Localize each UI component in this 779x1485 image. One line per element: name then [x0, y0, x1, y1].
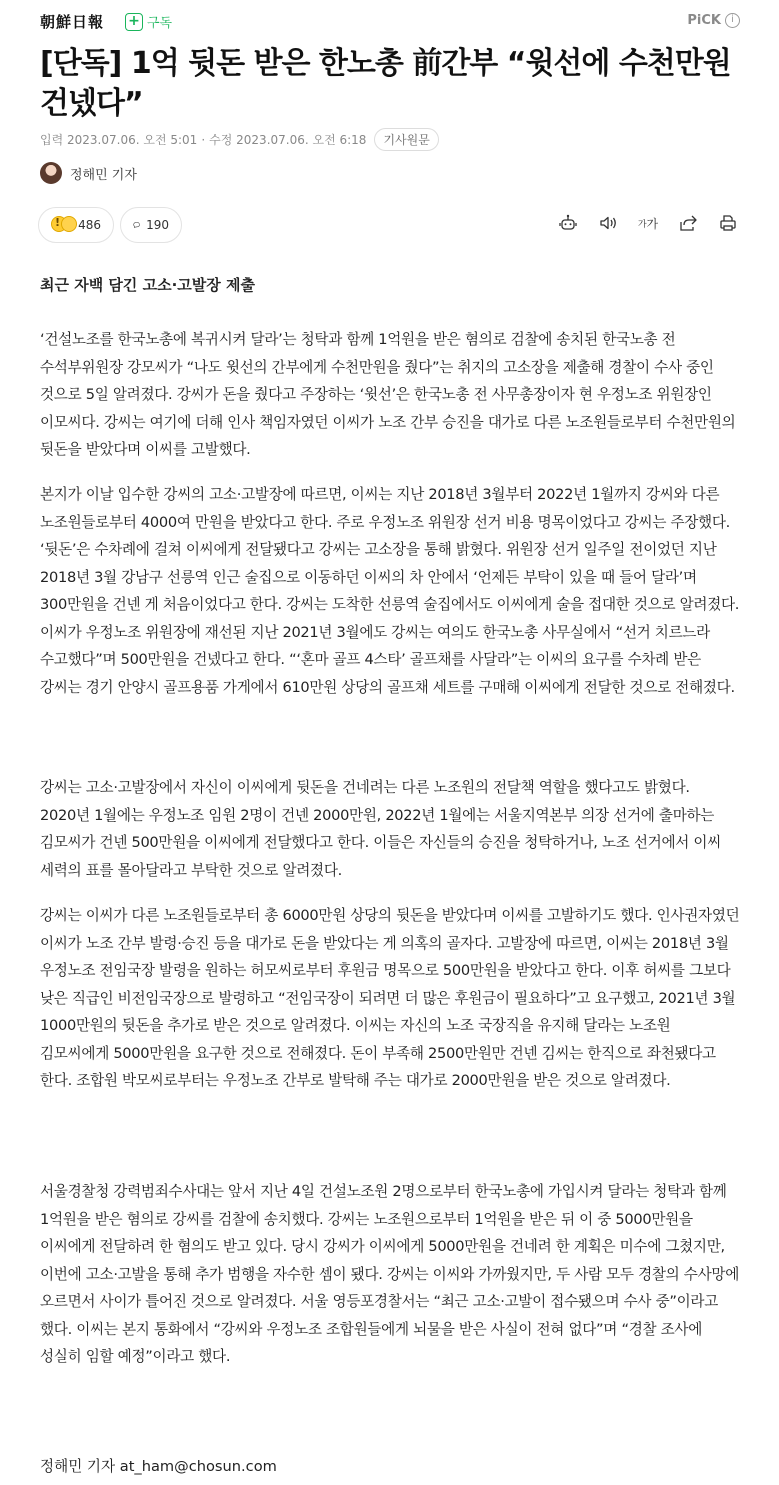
article-paragraph: 서울경찰청 강력범죄수사대는 앞서 지난 4일 건설노조원 2명으로부터 한국노총에 가입시켜 달라는 청탁과 함께 1억원을 받은 혐의로 강씨를 검찰에 송치했다. 강씨는 노조원으로부터 1억원을 받은 뒤 이 중 5000만원을 이씨에게 전달하려 한 혐의도 받고 있다. 당시 강씨가 이씨에게 5000만원을 건네려 한 계획은 미수에 그쳤지만, 이번에 고소·고발을 통해 추가 범행을 자수한 셈이 됐다. 강씨는 이씨와 가까웠지만, 두 사람 모두 경찰의 수사망에 오르면서 사이가 틀어진 것으로 알려졌다. 서울 영등포경찰서는 “최근 고소·고발이 접수됐으며 수사 중”이라고 했다. 이씨는 본지 통화에서 “강씨와 우정노조 조합원들에게 뇌물을 받은 사실이 전혀 없다”며 “경찰 조사에 성실히 임할 예정”이라고 했다. — [40, 1183, 739, 1365]
summary-button[interactable] — [557, 212, 579, 234]
author-info[interactable] — [40, 162, 137, 184]
print-button[interactable] — [717, 212, 739, 234]
modified-label: 수정 — [209, 133, 233, 147]
press-logo[interactable]: 朝鮮日報 — [40, 13, 105, 31]
speaker-icon — [598, 213, 618, 233]
subscribe-button[interactable] — [125, 12, 172, 31]
comment-count: 190 — [146, 218, 169, 232]
print-icon — [718, 213, 738, 233]
press-header — [40, 10, 740, 36]
font-size-label: 가 — [646, 216, 659, 231]
article-paragraph: 강씨는 고소·고발장에서 자신이 이씨에게 뒷돈을 건네려는 다른 노조원의 전달책 역할을 했다고도 밝혔다. 2020년 1월에는 우정노조 임원 2명이 건넨 2000만원, 2022년 1월에는 서울지역본부 의장 선거에 출마하는 김모씨가 건넨 500만원을 이씨에게 전달했다고 한다. 이들은 자신들의 승진을 청탁하거나, 노조 선거에서 이씨 세력의 표를 몰아달라고 부탁한 것으로 알려졌다. — [40, 779, 721, 879]
article-byline: 정해민 기자 at_ham@chosun.com — [40, 1458, 277, 1475]
article-paragraph: 본지가 이날 입수한 강씨의 고소·고발장에 따르면, 이씨는 지난 2018년 3월부터 2022년 1월까지 강씨와 다른 노조원들로부터 4000여 만원을 받았다고 한다. 주로 우정노조 위원장 선거 비용 명목이었다고 강씨는 주장했다. ‘뒷돈’은 수차례에 걸쳐 이씨에게 전달됐다고 강씨는 고소장을 통해 밝혔다. 위원장 선거 일주일 전이었던 지난 2018년 3월 강남구 선릉역 인근 술집으로 이동하던 이씨의 차 안에서 ‘언제든 부탁이 있을 때 들어 달라’며 300만원을 건넨 게 처음이었다고 한다. 강씨는 도착한 선릉역 술집에서도 이씨에게 술을 접대한 것으로 알려졌다. 이씨가 우정노조 위원장에 재선된 지난 2021년 3월에도 강씨는 여의도 한국노총 사무실에서 “선거 치르느라 수고했다”며 500만원을 건넸다고 한다. “‘혼마 골프 4스타’ 골프채를 사달라”는 이씨의 요구를 수차례 받은 강씨는 경기 안양시 골프용품 가게에서 610만원 상당의 골프채 세트를 구매해 이씨에게 전달한 것으로 전해졌다. — [40, 486, 740, 696]
audio-button[interactable] — [597, 212, 619, 234]
plus-icon: + — [125, 13, 143, 31]
author-name: 정해민 기자 — [70, 167, 137, 183]
reaction-button[interactable] — [38, 207, 114, 243]
share-button[interactable] — [677, 212, 699, 234]
input-time: 2023.07.06. 오전 5:01 — [67, 133, 198, 147]
share-icon — [678, 213, 698, 233]
info-icon[interactable]: i — [725, 13, 740, 28]
article-tools — [539, 212, 739, 234]
subscribe-label: 구독 — [147, 16, 173, 31]
font-size-small-glyph: 가 — [637, 219, 647, 230]
comment-icon — [133, 217, 140, 233]
comment-button[interactable] — [120, 207, 182, 243]
article-headline: [단독] 1억 뒷돈 받은 한노총 前간부 “윗선에 수천만원 건넸다” — [40, 46, 731, 121]
font-size-button[interactable] — [637, 212, 659, 234]
reaction-count: 486 — [78, 218, 101, 232]
emoji-reaction-icon: ! — [51, 216, 72, 234]
pick-badge — [687, 13, 740, 28]
meta-separator: · — [201, 132, 206, 147]
article-meta — [40, 128, 439, 151]
author-avatar — [40, 162, 62, 184]
pick-label: PiCK — [687, 13, 721, 28]
input-label: 입력 — [40, 133, 64, 147]
original-article-button[interactable]: 기사원문 — [374, 128, 438, 151]
article-paragraph: ‘건설노조를 한국노총에 복귀시켜 달라’는 청탁과 함께 1억원을 받은 혐의로 검찰에 송치된 한국노총 전 수석부위원장 강모씨가 “나도 윗선의 간부에게 수천만원을 줬다”는 취지의 고소장을 제출해 경찰이 수사 중인 것으로 5일 알려졌다. 강씨가 돈을 줬다고 주장하는 ‘윗선’은 한국노총 전 사무총장이자 현 우정노조 위원장인 이모씨다. 강씨는 여기에 더해 인사 책임자였던 이씨가 노조 간부 승진을 대가로 다른 노조원들로부터 수천만원의 뒷돈을 받았다며 이씨를 고발했다. — [40, 331, 736, 458]
robot-icon — [558, 213, 578, 233]
modified-time: 2023.07.06. 오전 6:18 — [236, 133, 367, 147]
article-subheading: 최근 자백 담긴 고소·고발장 제출 — [40, 276, 255, 294]
article-paragraph: 강씨는 이씨가 다른 노조원들로부터 총 6000만원 상당의 뒷돈을 받았다며 이씨를 고발하기도 했다. 인사권자였던 이씨가 노조 간부 발령·승진 등을 대가로 돈을 받았다는 게 의혹의 골자다. 고발장에 따르면, 이씨는 2018년 3월 우정노조 전임국장 발령을 원하는 허모씨로부터 후원금 명목으로 500만원을 받았다고 한다. 이후 허씨를 그보다 낮은 직급인 비전임국장으로 발령하고 “전임국장이 되려면 더 많은 후원금이 필요하다”고 요구했고, 2021년 3월 1000만원의 뒷돈을 추가로 받은 것으로 알려졌다. 이씨는 자신의 노조 국장직을 유지해 달라는 노조원 김모씨에게 5000만원을 요구한 것으로 전해졌다. 돈이 부족해 2500만원만 건넨 김씨는 한직으로 좌천됐다고 한다. 조합원 박모씨로부터는 우정노조 간부로 발탁해 주는 대가로 2000만원을 받은 것으로 알려졌다. — [40, 907, 740, 1089]
